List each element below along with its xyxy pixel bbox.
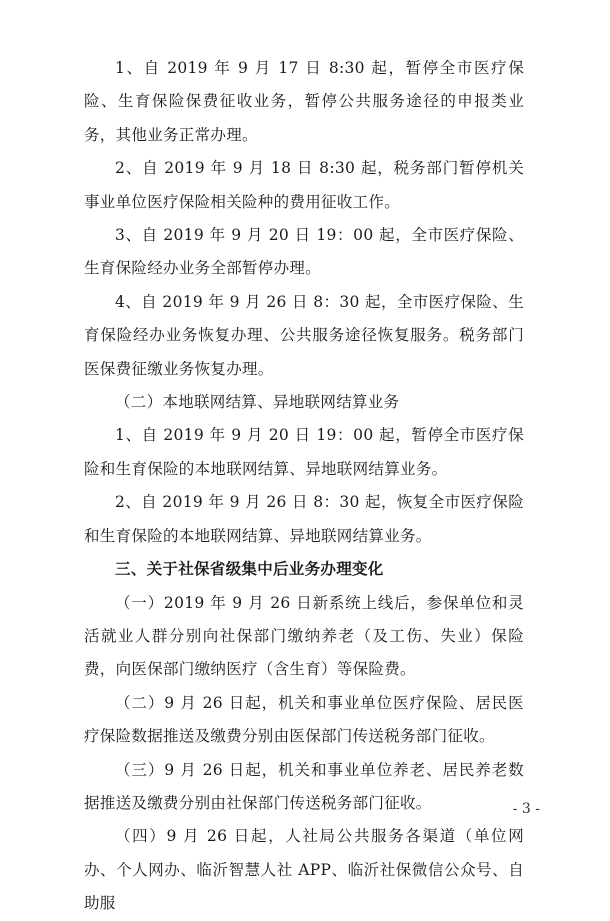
paragraph-9: （三）9 月 26 日起，机关和事业单位养老、居民养老数据推送及缴费分别由社保部门传送税务部门征收。	[84, 760, 524, 812]
section-heading-3: 三、关于社保省级集中后业务办理变化	[115, 560, 384, 579]
page-number: - 3 -	[512, 801, 540, 817]
subheading-local-remote-settlement: （二）本地联网结算、异地联网结算业务	[115, 393, 400, 412]
paragraph-3: 3、自 2019 年 9 月 20 日 19：00 起，全市医疗保险、生育保险经办业务全部暂停办理。	[84, 226, 524, 278]
paragraph-2: 2、自 2019 年 9 月 18 日 8:30 起，税务部门暂停机关事业单位医疗保险相关险种的费用征收工作。	[84, 159, 524, 211]
paragraph-8: （二）9 月 26 日起，机关和事业单位医疗保险、居民医疗保险数据推送及缴费分别由医保部门传送税务部门征收。	[84, 693, 524, 746]
paragraph-7: （一）2019 年 9 月 26 日新系统上线后，参保单位和灵活就业人群分别向社保部门缴纳养老（及工伤、失业）保险费，向医保部门缴纳医疗（含生育）等保险费。	[84, 593, 524, 679]
paragraph-10: （四）9 月 26 日起，人社局公共服务各渠道（单位网办、个人网办、临沂智慧人社 APP、临沂社保微信公众号、自助服	[84, 827, 524, 913]
paragraph-1: 1、自 2019 年 9 月 17 日 8:30 起，暂停全市医疗保险、生育保险保费征收业务，暂停公共服务途径的申报类业务，其他业务正常办理。	[84, 59, 524, 144]
paragraph-5: 1、自 2019 年 9 月 20 日 19：00 起，暂停全市医疗保险和生育保险的本地联网结算、异地联网结算业务。	[84, 426, 524, 478]
paragraph-6: 2、自 2019 年 9 月 26 日 8：30 起，恢复全市医疗保险和生育保险的本地联网结算、异地联网结算业务。	[84, 493, 524, 545]
document-body	[84, 52, 524, 921]
paragraph-4: 4、自 2019 年 9 月 26 日 8：30 起，全市医疗保险、生育保险经办业务恢复办理、公共服务途径恢复服务。税务部门医保费征缴业务恢复办理。	[84, 292, 524, 378]
